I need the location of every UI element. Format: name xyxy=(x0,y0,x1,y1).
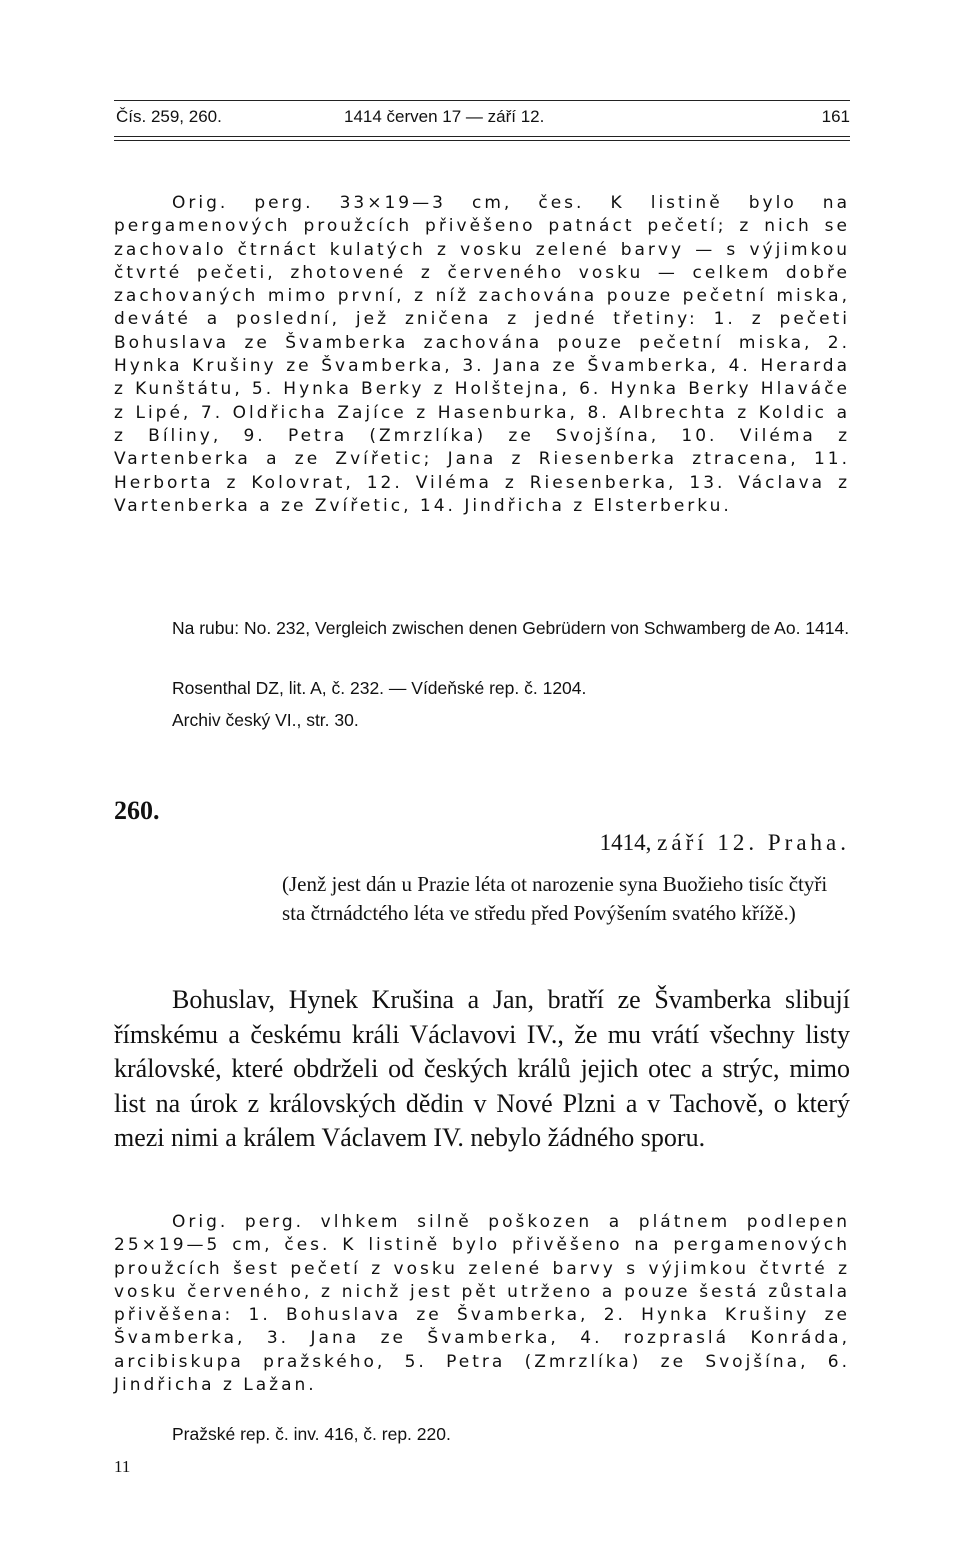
doc260-abstract: Bohuslav, Hynek Krušina a Jan, bratří ze Švamberka slibují římskému a českému králi Václavovi IV., že mu vrátí všechny listy královské, které obdrželi od českých králů jejich otec a strýc, mimo list na úrok z královských dědin v Nové Plzni a v Tachově, o který mezi nimi a králem Václavem IV. nebylo žádného sporu. xyxy=(114,985,850,1152)
doc259-verso-note: Na rubu: No. 232, Vergleich zwischen denen Gebrüdern von Schwamberg de Ao. 1414. xyxy=(172,618,850,638)
page-number: 161 xyxy=(821,107,850,126)
doc260-dating-clause: (Jenž jest dán u Prazie léta ot narozenie syna Buožieho tisíc čtyři sta čtrnádctého léta ve středu před Povýšením svatého křížě.) xyxy=(282,872,828,925)
doc260-date-year: 1414, xyxy=(599,830,652,855)
doc259-reference-1: Rosenthal DZ, lit. A, č. 232. — Vídeňské rep. č. 1204. xyxy=(172,678,587,698)
doc260-reference: Pražské rep. č. inv. 416, č. rep. 220. xyxy=(172,1424,451,1444)
header-date-range: 1414 červen 17 — září 12. xyxy=(344,107,545,126)
doc260-date-spaced: září 12. Praha. xyxy=(657,830,850,855)
header-rule-top xyxy=(114,100,850,101)
doc260-number: 260. xyxy=(114,796,160,825)
doc260-date-place xyxy=(600,830,850,856)
signature-mark: 11 xyxy=(114,1457,131,1476)
header-rule-bottom xyxy=(114,136,850,141)
doc259-reference-2: Archiv český VI., str. 30. xyxy=(172,710,359,730)
running-header xyxy=(114,106,850,128)
doc260-description: Orig. perg. vlhkem silně poškozen a plátnem podlepen 25×19—5 cm, čes. K listině bylo přivěšeno na pergamenových proužcích šest pečetí z vosku zelené barvy s výjimkou čtvrté z vosku červeného, z nichž jest pět utrženo a pouze šestá zůstala přivěšena: 1. Bohuslava ze Švamberka, 2. Hynka Krušiny ze Švamberka, 3. Jana ze Švamberka, 4. rozpraslá Konráda, arcibiskupa pražského, 5. Petra (Zmrzlíka) ze Svojšína, 6. Jindřicha z Lažan. xyxy=(114,1212,850,1396)
doc259-description: Orig. perg. 33×19—3 cm, čes. K listině bylo na pergamenových proužcích přivěšeno patnáct pečetí; z nich se zachovalo čtrnáct kulatých z vosku zelené barvy — s výjimkou čtvrté pečeti, zhotovené z červeného vosku — celkem dobře zachovaných mimo první, z níž zachována pouze pečetní miska, deváté a poslední, jež zničena z jedné třetiny: 1. z pečeti Bohuslava ze Švamberka zachována pouze pečetní miska, 2. Hynka Krušiny ze Švamberka, 3. Jana ze Švamberka, 4. Herarda z Kunštátu, 5. Hynka Berky z Holštejna, 6. Hynka Berky Hlaváče z Lipé, 7. Oldřicha Zajíce z Hasenburka, 8. Albrechta z Koldic a z Bíliny, 9. Petra (Zmrzlíka) ze Svojšína, 10. Viléma z Vartenberka a ze Zvířetic; Jana z Riesenberka ztracena, 11. Herborta z Kolovrat, 12. Viléma z Riesenberka, 13. Václava z Vartenberka a ze Zvířetic, 14. Jindřicha z Elsterberku. xyxy=(114,193,850,516)
header-document-numbers: Čís. 259, 260. xyxy=(116,107,222,126)
